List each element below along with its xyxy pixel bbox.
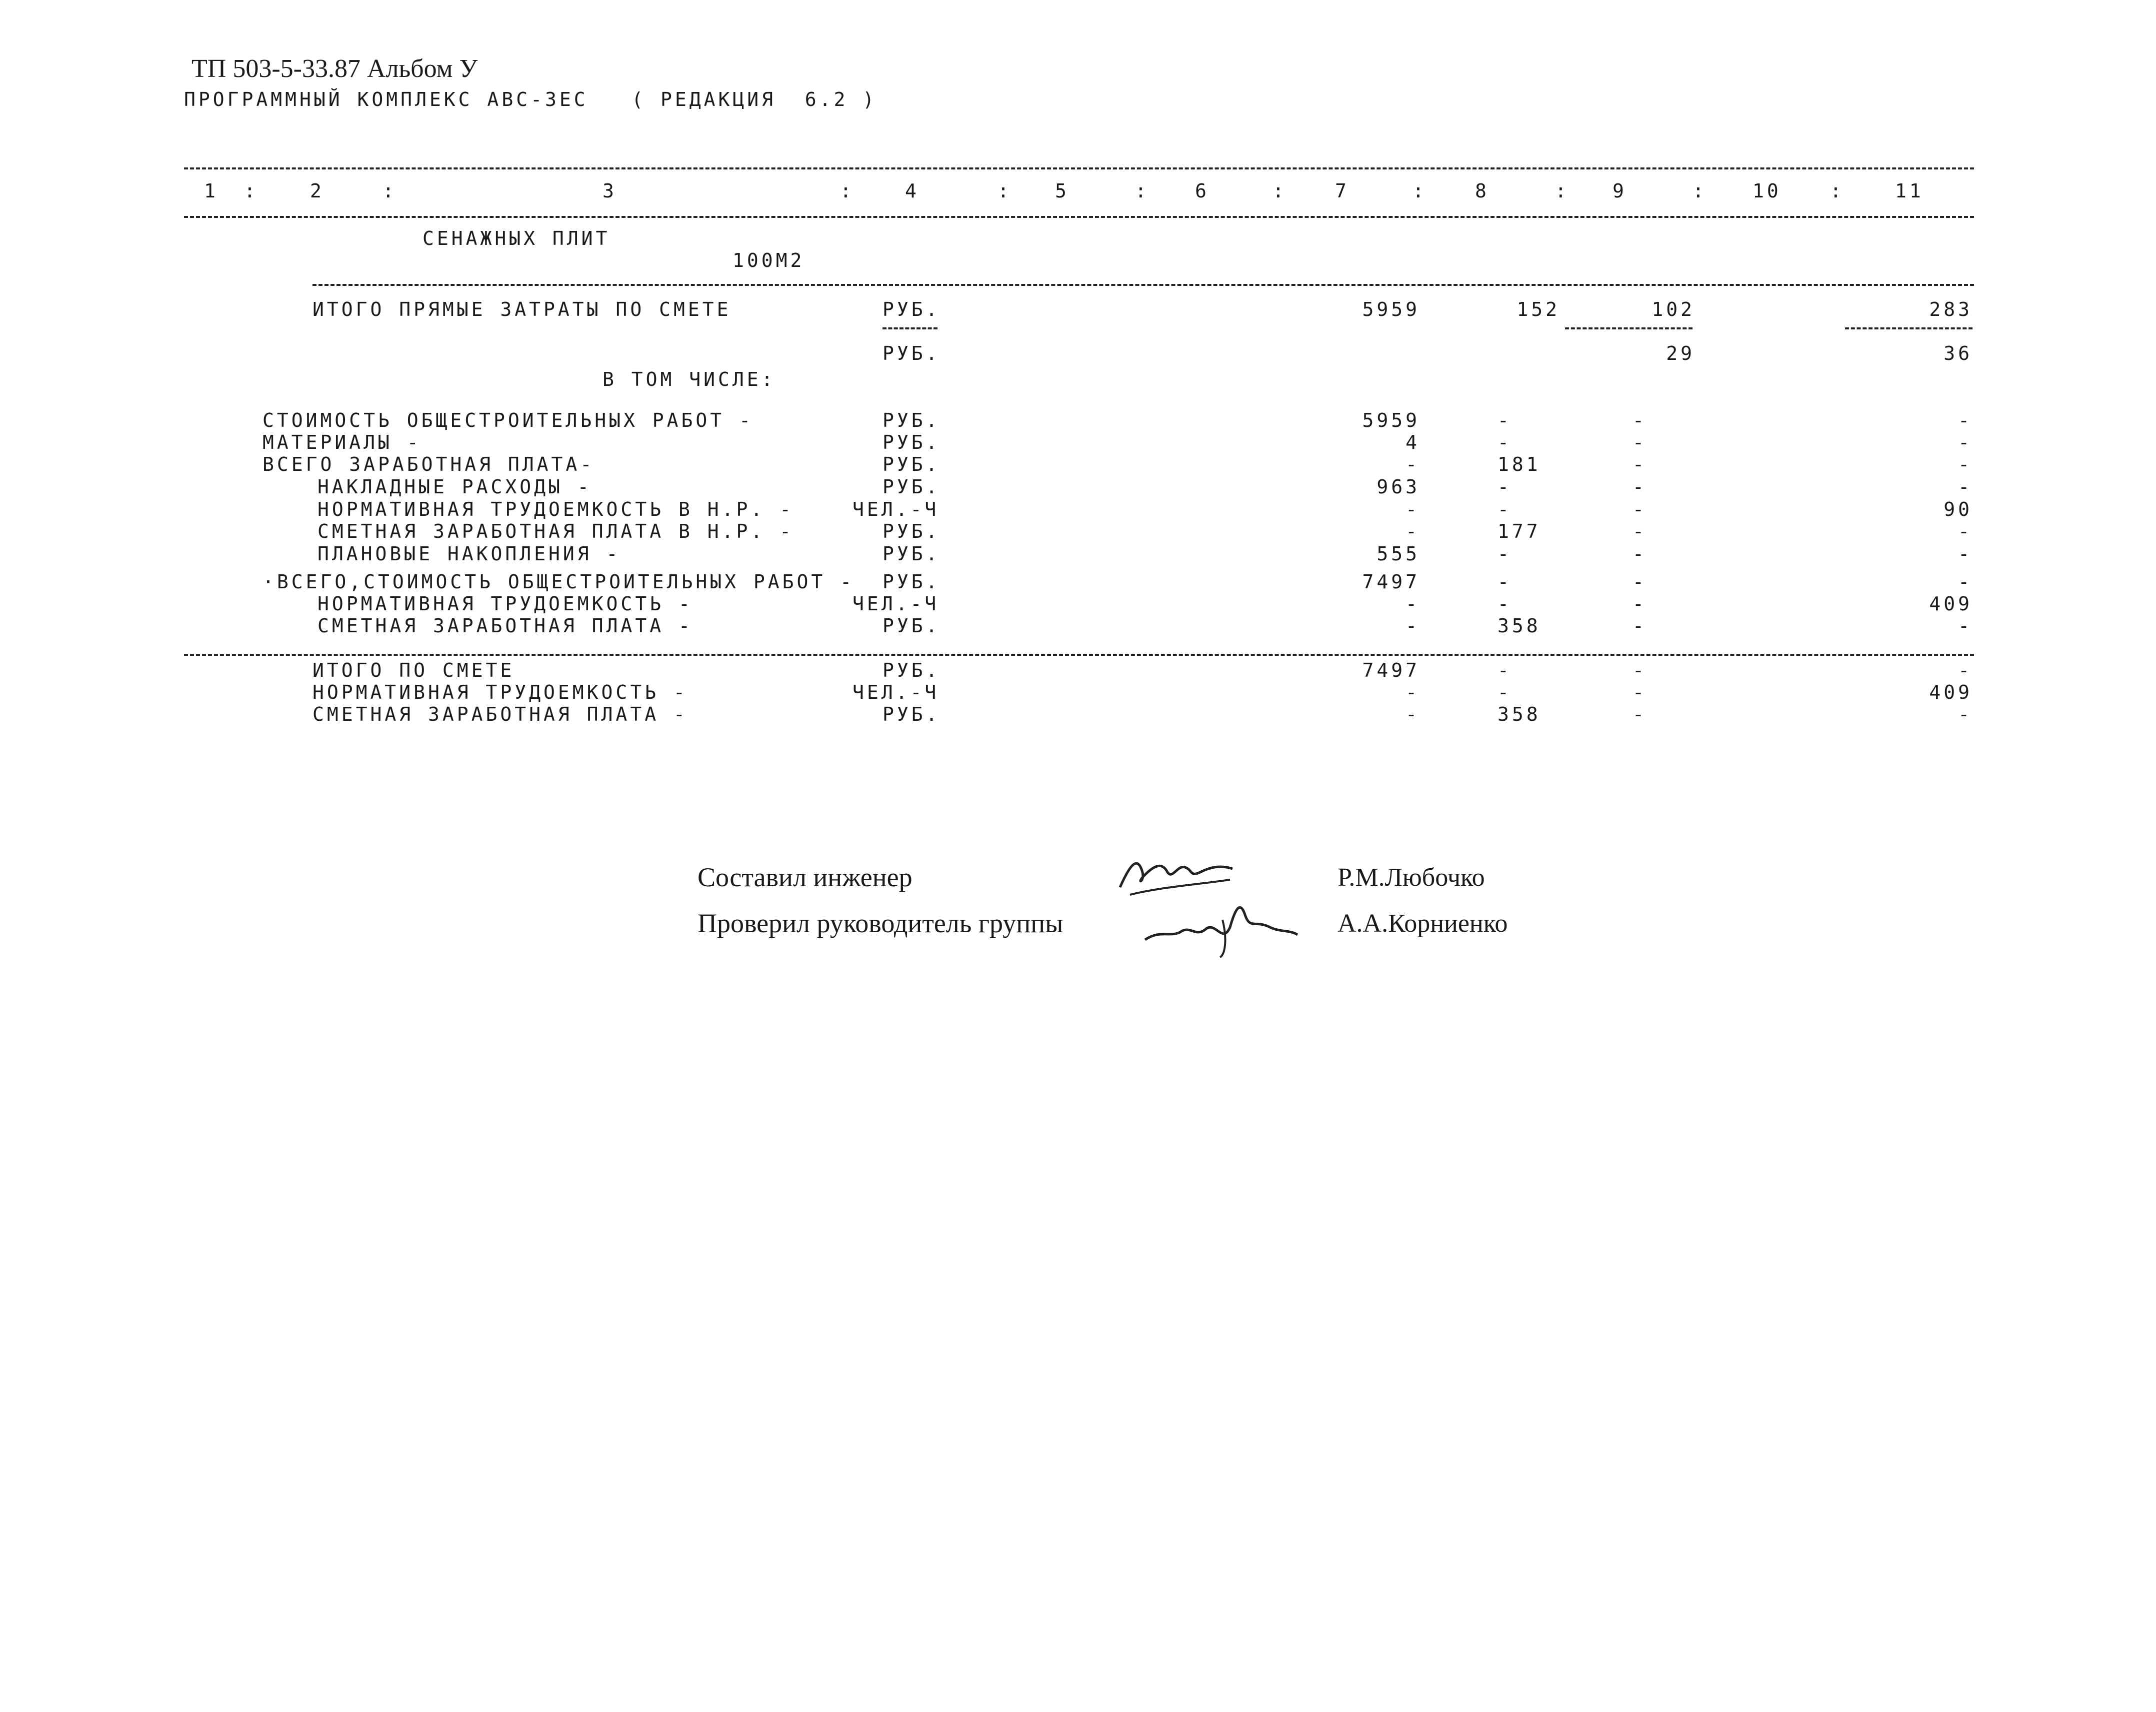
row-label: СТОИМОСТЬ ОБЩЕСТРОИТЕЛЬНЫХ РАБОТ - — [262, 409, 754, 431]
row-unit: РУБ. — [882, 615, 940, 637]
row-c7: - — [1406, 615, 1420, 637]
column-separator: : — [998, 180, 1012, 202]
direct-costs-c9b: 29 — [1666, 342, 1695, 364]
row-label: ПЛАНОВЫЕ НАКОПЛЕНИЯ - — [318, 543, 621, 565]
column-separator: : — [1692, 180, 1707, 202]
column-number-7: 7 — [1335, 180, 1350, 202]
rule-header-bottom — [184, 216, 1974, 218]
row-c7: 4 — [1406, 431, 1420, 453]
row-c7: - — [1406, 520, 1420, 542]
rule-unit-short — [882, 327, 938, 329]
row-c8: - — [1498, 498, 1512, 520]
direct-costs-unit: РУБ. — [882, 298, 940, 320]
row-c9: - — [1632, 543, 1647, 565]
row-c11: - — [1958, 615, 1972, 637]
row-c9: - — [1632, 431, 1647, 453]
row-c9: - — [1632, 703, 1647, 725]
column-separator: : — [1135, 180, 1150, 202]
item-name: СЕНАЖНЫХ ПЛИТ — [422, 227, 610, 249]
row-c9: - — [1632, 453, 1647, 475]
row-c8: 177 — [1498, 520, 1541, 542]
direct-costs-unit2: РУБ. — [882, 342, 940, 364]
row-c11: - — [1958, 571, 1972, 593]
checked-name: А.А.Корниенко — [1338, 909, 1508, 938]
column-separator: : — [1830, 180, 1844, 202]
rule-top — [184, 167, 1974, 169]
row-label: ·ВСЕГО,СТОИМОСТЬ ОБЩЕСТРОИТЕЛЬНЫХ РАБОТ - — [262, 571, 854, 593]
row-label: НОРМАТИВНАЯ ТРУДОЕМКОСТЬ - — [312, 681, 688, 703]
column-number-8: 8 — [1475, 180, 1490, 202]
direct-costs-c8: 152 — [1516, 298, 1560, 320]
row-unit: РУБ. — [882, 476, 940, 498]
row-c9: - — [1632, 681, 1647, 703]
column-separator: : — [1555, 180, 1570, 202]
row-c11: - — [1958, 543, 1972, 565]
row-c11: 409 — [1929, 681, 1972, 703]
row-unit: РУБ. — [882, 571, 940, 593]
direct-costs-c9: 102 — [1652, 298, 1695, 320]
row-c11: - — [1958, 476, 1972, 498]
rule-before-totals — [184, 654, 1974, 656]
row-c11: - — [1958, 453, 1972, 475]
row-label: ИТОГО ПО СМЕТЕ — [312, 659, 515, 681]
row-c8: - — [1498, 681, 1512, 703]
column-number-1: 1 — [204, 180, 218, 202]
row-label: МАТЕРИАЛЫ - — [262, 431, 422, 453]
row-c9: - — [1632, 409, 1647, 431]
row-c9: - — [1632, 520, 1647, 542]
column-number-11: 11 — [1895, 180, 1924, 202]
row-unit: РУБ. — [882, 409, 940, 431]
row-unit: РУБ. — [882, 520, 940, 542]
row-label: СМЕТНАЯ ЗАРАБОТНАЯ ПЛАТА - — [318, 615, 693, 637]
checked-label: Проверил руководитель группы — [698, 908, 1064, 938]
row-label: ВСЕГО ЗАРАБОТНАЯ ПЛАТА- — [262, 453, 595, 475]
album-title: ТП 503-5-33.87 Альбом У — [192, 54, 478, 83]
row-c11: - — [1958, 703, 1972, 725]
signature-checked — [1140, 890, 1300, 960]
row-c11: 409 — [1929, 593, 1972, 615]
row-c7: - — [1406, 703, 1420, 725]
row-c8: 358 — [1498, 615, 1541, 637]
row-c11: 90 — [1944, 498, 1972, 520]
row-label: НАКЛАДНЫЕ РАСХОДЫ - — [318, 476, 592, 498]
row-c8: - — [1498, 571, 1512, 593]
column-number-2: 2 — [310, 180, 324, 202]
row-c7: 963 — [1376, 476, 1420, 498]
row-c8: 358 — [1498, 703, 1541, 725]
row-c7: 555 — [1376, 543, 1420, 565]
row-unit: РУБ. — [882, 659, 940, 681]
column-number-5: 5 — [1055, 180, 1070, 202]
row-unit: РУБ. — [882, 543, 940, 565]
row-c7: - — [1406, 453, 1420, 475]
column-separator: : — [1412, 180, 1427, 202]
row-c11: - — [1958, 431, 1972, 453]
direct-costs-c11b: 36 — [1944, 342, 1972, 364]
row-c9: - — [1632, 476, 1647, 498]
including-label: В ТОМ ЧИСЛЕ: — [602, 368, 776, 390]
row-label: СМЕТНАЯ ЗАРАБОТНАЯ ПЛАТА В Н.Р. - — [318, 520, 794, 542]
row-unit: ЧЕЛ.-Ч — [852, 498, 940, 520]
column-separator: : — [840, 180, 854, 202]
row-label: СМЕТНАЯ ЗАРАБОТНАЯ ПЛАТА - — [312, 703, 688, 725]
row-c7: 5959 — [1362, 409, 1420, 431]
row-unit: РУБ. — [882, 453, 940, 475]
row-c7: - — [1406, 498, 1420, 520]
row-unit: РУБ. — [882, 703, 940, 725]
column-number-10: 10 — [1752, 180, 1782, 202]
column-number-4: 4 — [905, 180, 920, 202]
column-separator: : — [1272, 180, 1287, 202]
column-number-9: 9 — [1612, 180, 1627, 202]
rule-c11-short — [1845, 327, 1972, 329]
row-c8: - — [1498, 431, 1512, 453]
column-number-3: 3 — [602, 180, 617, 202]
row-c7: - — [1406, 681, 1420, 703]
row-c11: - — [1958, 659, 1972, 681]
row-c9: - — [1632, 593, 1647, 615]
row-c8: 181 — [1498, 453, 1541, 475]
rule-c9-short — [1565, 327, 1692, 329]
row-c8: - — [1498, 659, 1512, 681]
row-c11: - — [1958, 520, 1972, 542]
direct-costs-c11: 283 — [1929, 298, 1972, 320]
direct-costs-label: ИТОГО ПРЯМЫЕ ЗАТРАТЫ ПО СМЕТЕ — [312, 298, 732, 320]
column-separator: : — [382, 180, 397, 202]
rule-section — [312, 284, 1974, 286]
row-label: НОРМАТИВНАЯ ТРУДОЕМКОСТЬ В Н.Р. - — [318, 498, 794, 520]
row-c9: - — [1632, 498, 1647, 520]
row-c7: 7497 — [1362, 659, 1420, 681]
program-line: ПРОГРАММНЫЙ КОМПЛЕКС АВС-3ЕС ( РЕДАКЦИЯ 6.2 ) — [184, 88, 878, 110]
row-c9: - — [1632, 571, 1647, 593]
column-separator: : — [244, 180, 258, 202]
compiled-label: Составил инженер — [698, 862, 912, 892]
item-unit: 100М2 — [732, 249, 805, 271]
row-c8: - — [1498, 543, 1512, 565]
row-c9: - — [1632, 659, 1647, 681]
direct-costs-c7: 5959 — [1362, 298, 1420, 320]
row-c8: - — [1498, 593, 1512, 615]
row-label: НОРМАТИВНАЯ ТРУДОЕМКОСТЬ - — [318, 593, 693, 615]
row-c8: - — [1498, 476, 1512, 498]
row-c7: 7497 — [1362, 571, 1420, 593]
row-unit: ЧЕЛ.-Ч — [852, 681, 940, 703]
row-c7: - — [1406, 593, 1420, 615]
column-number-6: 6 — [1195, 180, 1210, 202]
compiled-name: Р.М.Любочко — [1338, 863, 1485, 892]
row-c9: - — [1632, 615, 1647, 637]
row-unit: ЧЕЛ.-Ч — [852, 593, 940, 615]
row-c11: - — [1958, 409, 1972, 431]
row-c8: - — [1498, 409, 1512, 431]
row-unit: РУБ. — [882, 431, 940, 453]
